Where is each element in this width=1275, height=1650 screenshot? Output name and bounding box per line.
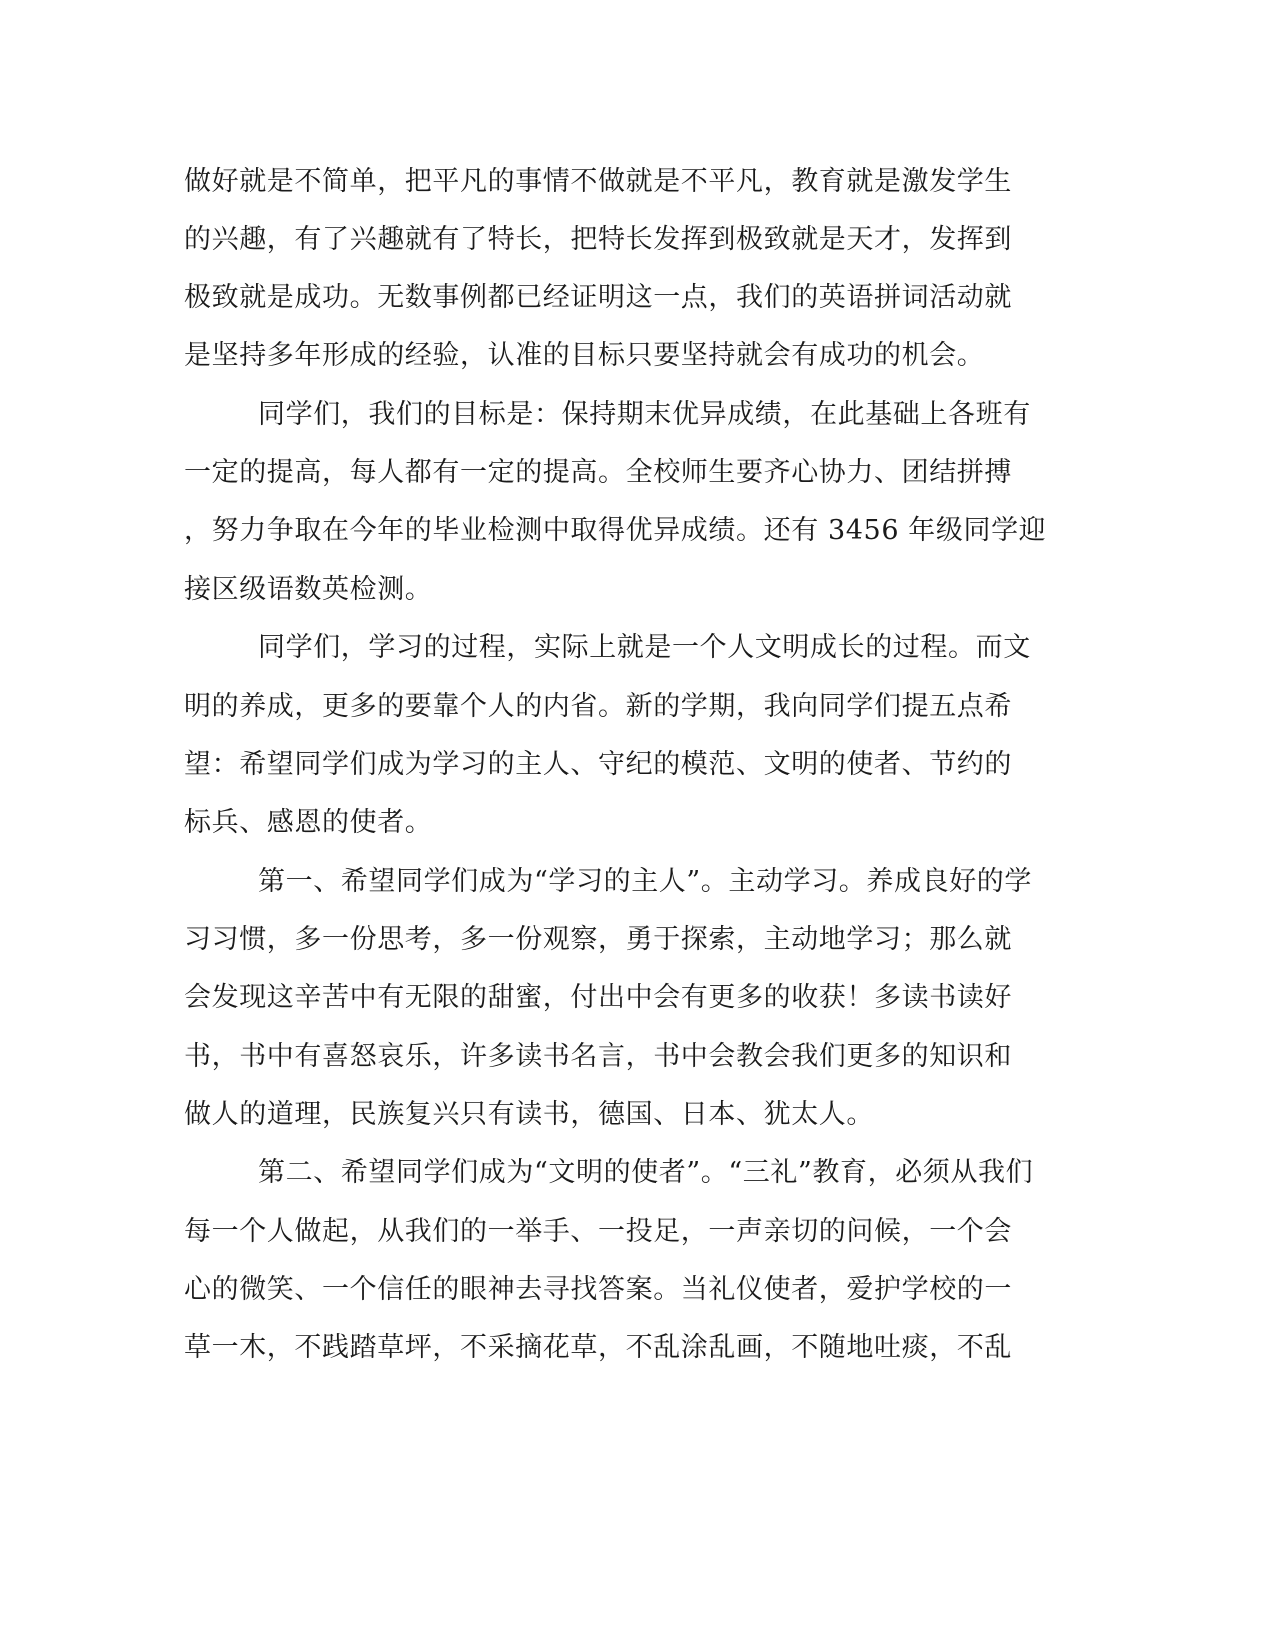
paragraph-first-line: 第二、希望同学们成为“文明的使者”。“三礼”教育，必须从我们: [258, 1157, 1034, 1188]
text-line: 望：希望同学们成为学习的主人、守纪的模范、文明的使者、节约的: [184, 749, 1012, 780]
text-line: 标兵、感恩的使者。: [184, 807, 433, 838]
paragraph-first-line: 同学们，学习的过程，实际上就是一个人文明成长的过程。而文: [258, 632, 1031, 663]
paragraph-first-line: 第一、希望同学们成为“学习的主人”。主动学习。养成良好的学: [258, 866, 1033, 897]
text-line: 是坚持多年形成的经验，认准的目标只要坚持就会有成功的机会。: [184, 340, 985, 371]
text-line: 的兴趣，有了兴趣就有了特长，把特长发挥到极致就是天才，发挥到: [184, 224, 1012, 255]
text-line: 一定的提高，每人都有一定的提高。全校师生要齐心协力、团结拼搏: [184, 457, 1012, 488]
text-line: 草一木，不践踏草坪，不采摘花草，不乱涂乱画，不随地吐痰，不乱: [184, 1332, 1012, 1363]
text-line: 每一个人做起，从我们的一举手、一投足，一声亲切的问候，一个会: [184, 1216, 1012, 1247]
text-line: 极致就是成功。无数事例都已经证明这一点，我们的英语拼词活动就: [184, 282, 1012, 313]
text-line: 心的微笑、一个信任的眼神去寻找答案。当礼仪使者，爱护学校的一: [184, 1274, 1012, 1305]
text-line: 接区级语数英检测。: [184, 574, 433, 605]
text-line: 书，书中有喜怒哀乐，许多读书名言，书中会教会我们更多的知识和: [184, 1041, 1012, 1072]
text-line: 做人的道理，民族复兴只有读书，德国、日本、犹太人。: [184, 1099, 874, 1130]
text-line: 习习惯，多一份思考，多一份观察，勇于探索，主动地学习；那么就: [184, 924, 1012, 955]
paragraph-first-line: 同学们，我们的目标是：保持期末优异成绩，在此基础上各班有: [258, 399, 1031, 430]
text-line: 做好就是不简单，把平凡的事情不做就是不平凡，教育就是激发学生: [184, 166, 1012, 197]
text-line: 会发现这辛苦中有无限的甜蜜，付出中会有更多的收获！多读书读好: [184, 982, 1012, 1013]
text-line: ，努力争取在今年的毕业检测中取得优异成绩。还有 3456 年级同学迎: [184, 515, 1047, 546]
text-line: 明的养成，更多的要靠个人的内省。新的学期，我向同学们提五点希: [184, 691, 1012, 722]
